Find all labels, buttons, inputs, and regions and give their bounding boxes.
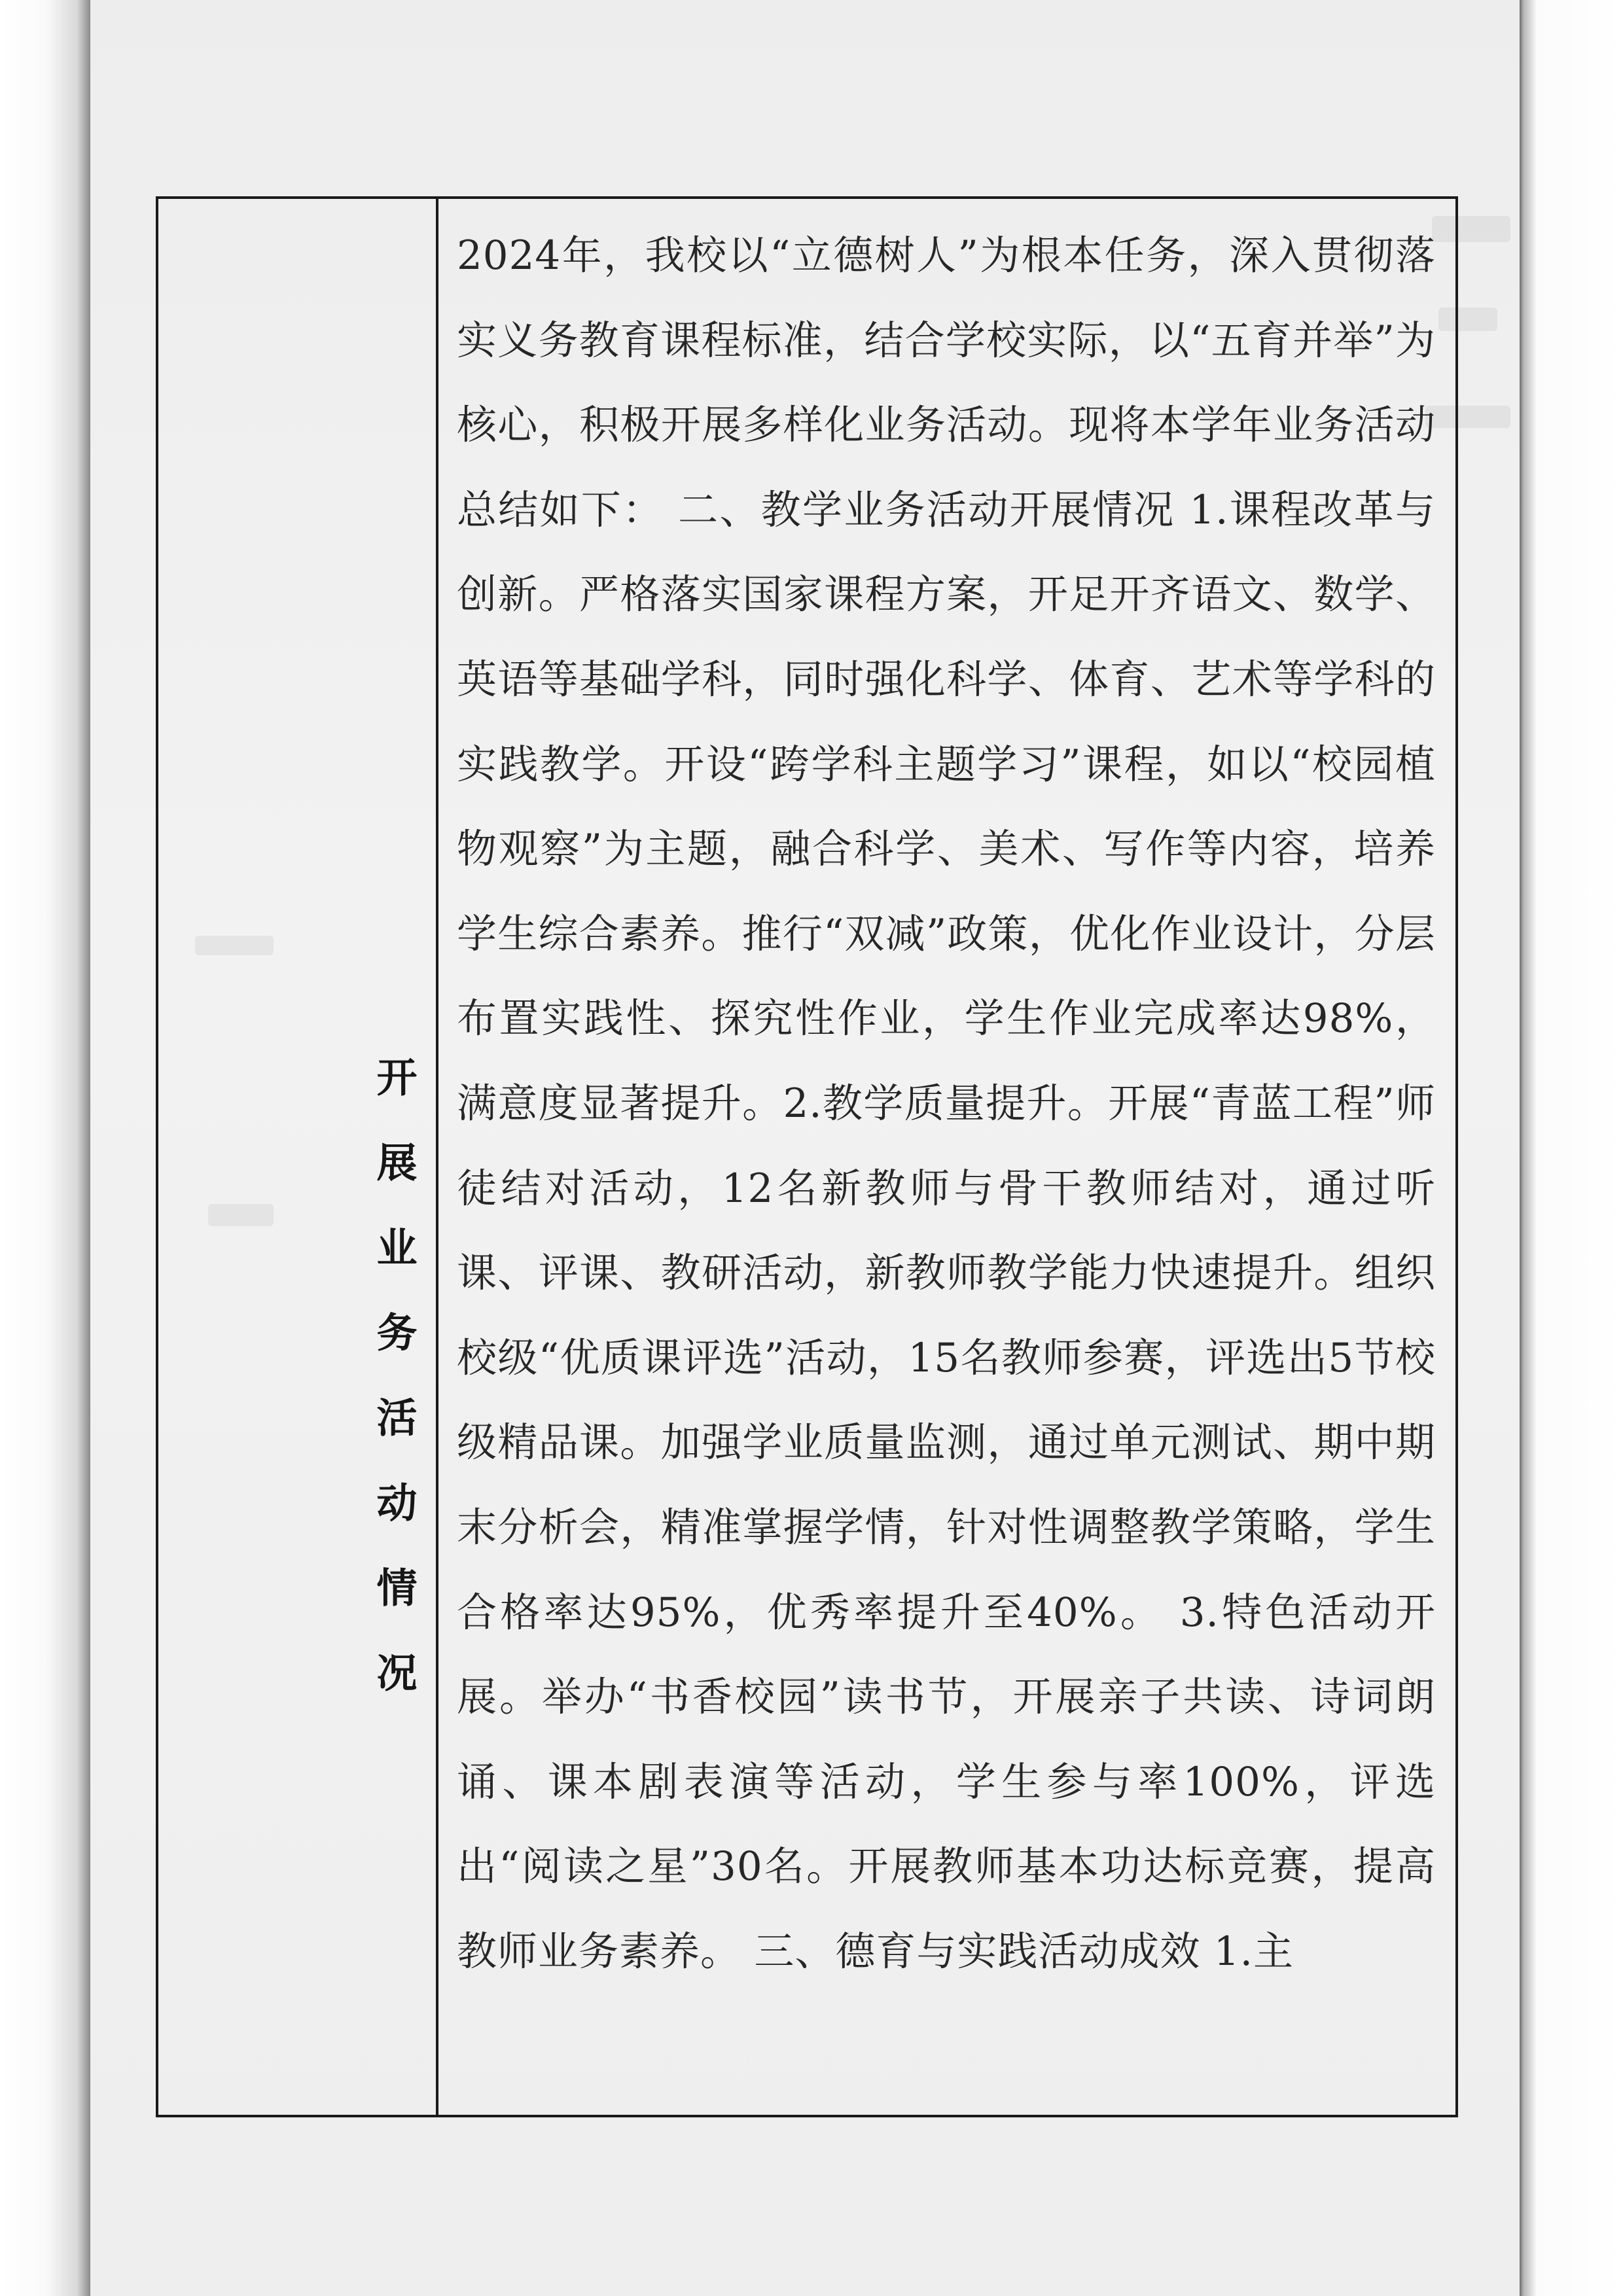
form-table: [156, 196, 1458, 2117]
content-cell: [438, 199, 1455, 2115]
scan-edge-right: [1520, 0, 1623, 2296]
section-label: 开展业务活动情况: [370, 1056, 418, 1737]
activity-summary-text: 2024年，我校以“立德树人”为根本任务，深入贯彻落实义务教育课程标准，结合学校实际，以“五育并举”为核心，积极开展多样化业务活动。现将本学年业务活动总结如下： 二、教学业务活动开展情况 1.课程改革与创新。严格落实国家课程方案，开足开齐语文、数学、英语等基础学科，同时强化科学、体育、艺术等学科的实践教学。开设“跨学科主题学习”课程，如以“校园植物观察”为主题，融合科学、美术、写作等内容，培养学生综合素养。推行“双减”政策，优化作业设计，分层布置实践性、探究性作业，学生作业完成率达98%，满意度显著提升。2.教学质量提升。开展“青蓝工程”师徒结对活动，12名新教师与骨干教师结对，通过听课、评课、教研活动，新教师教学能力快速提升。组织校级“优质课评选”活动，15名教师参赛，评选出5节校级精品课。加强学业质量监测，通过单元测试、期中期末分析会，精准掌握学情，针对性调整教学策略，学生合格率达95%，优秀率提升至40%。 3.特色活动开展。举办“书香校园”读书节，开展亲子共读、诗词朗诵、课本剧表演等活动，学生参与率100%，评选出“阅读之星”30名。开展教师基本功达标竞赛，提高教师业务素养。 三、德育与实践活动成效 1.主: [457, 232, 1436, 1975]
label-cell: [158, 199, 438, 2115]
scan-edge-left: [0, 0, 90, 2296]
